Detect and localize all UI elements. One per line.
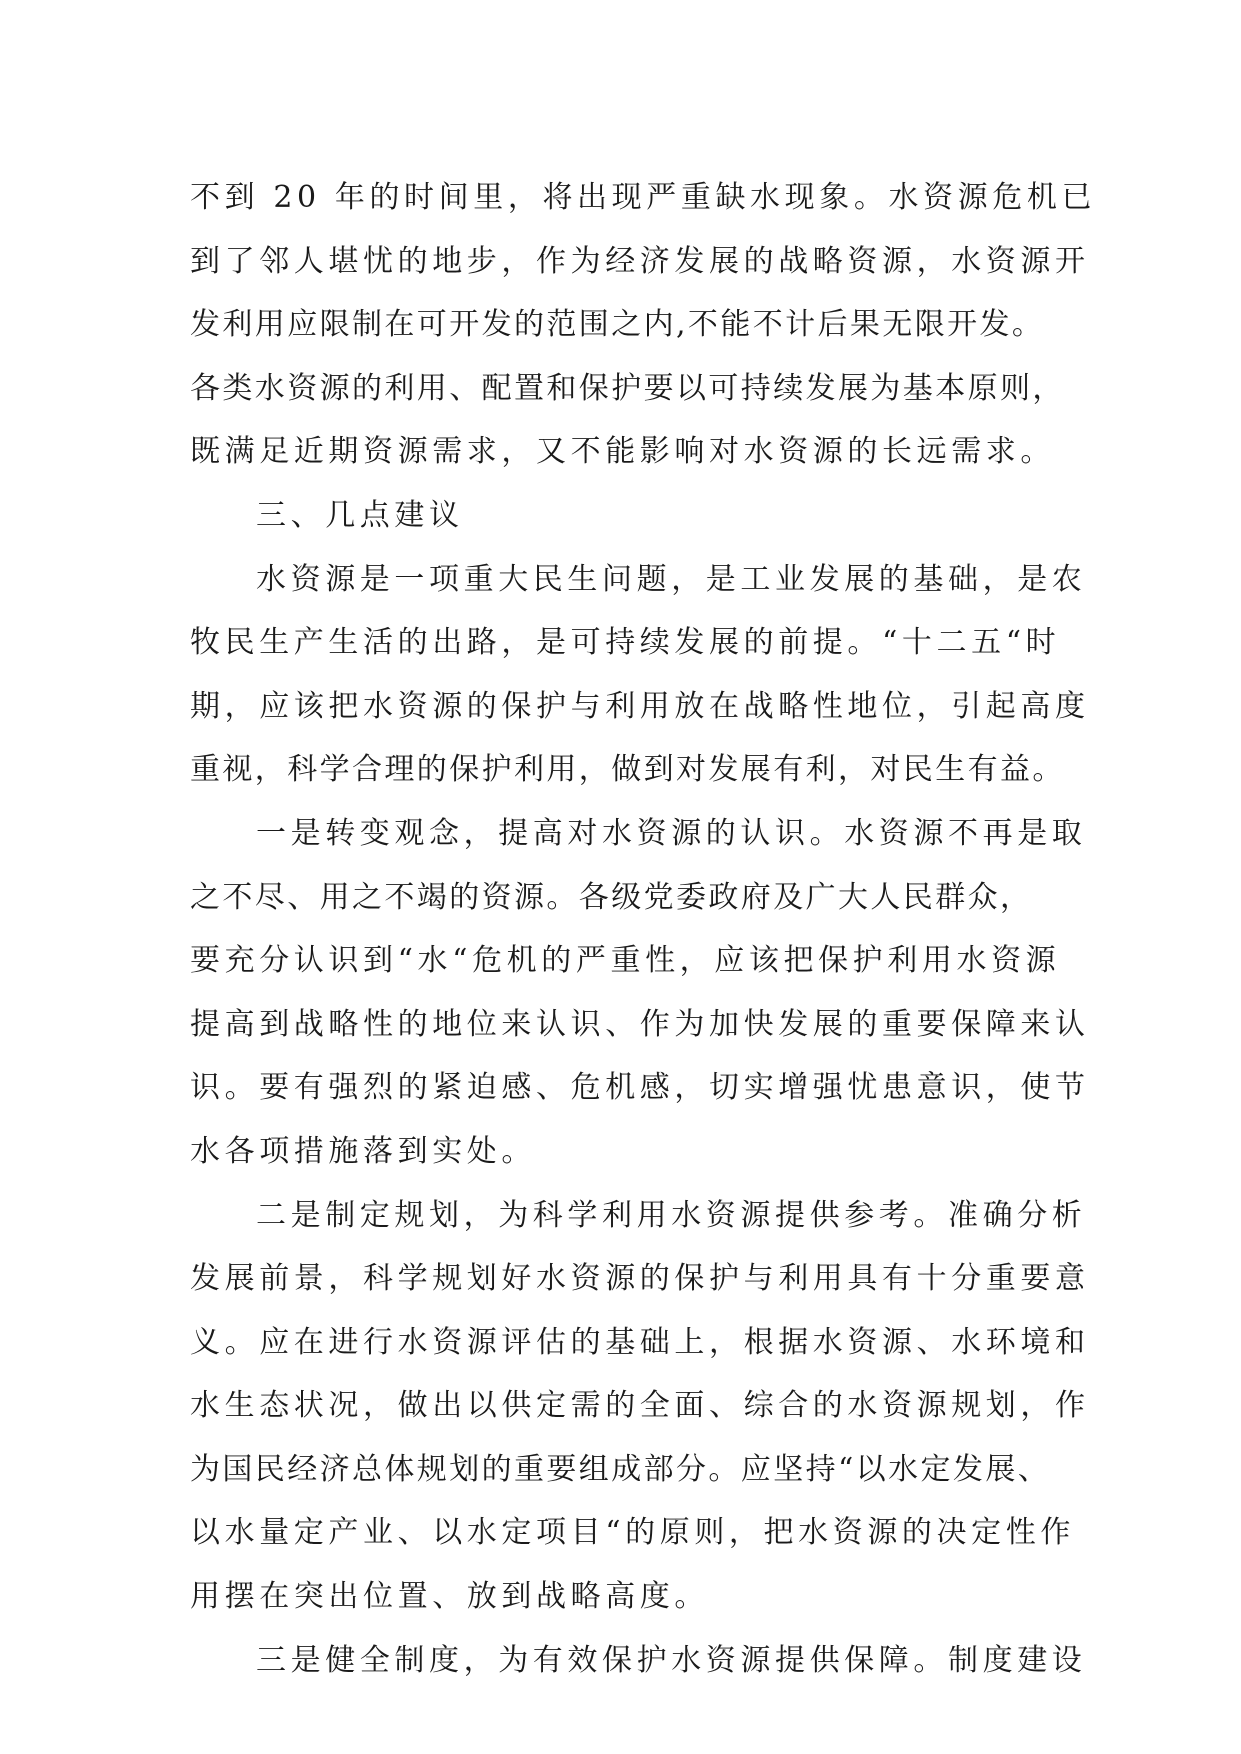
paragraph-first-line: 水资源是一项重大民生问题，是工业发展的基础，是农 (256, 561, 1087, 597)
paragraph-first-line: 二是制定规划，为科学利用水资源提供参考。准确分析 (256, 1197, 1087, 1233)
paragraph-first-line: 一是转变观念，提高对水资源的认识。水资源不再是取 (256, 815, 1087, 851)
text-line: 发利用应限制在可开发的范围之内,不能不计后果无限开发。 (190, 307, 1045, 343)
text-line: 义。应在进行水资源评估的基础上，根据水资源、水环境和 (190, 1324, 1090, 1360)
text-line: 重视，科学合理的保护利用，做到对发展有利，对民生有益。 (190, 752, 1065, 788)
text-line: 期，应该把水资源的保护与利用放在战略性地位，引起高度 (190, 688, 1090, 724)
body-text (190, 166, 1097, 1692)
text-line: 提高到战略性的地位来认识、作为加快发展的重要保障来认 (190, 1006, 1090, 1042)
text-line: 为国民经济总体规划的重要组成部分。应坚持“以水定发展、 (190, 1451, 1051, 1487)
text-line: 各类水资源的利用、配置和保护要以可持续发展为基本原则， (190, 370, 1065, 406)
text-line: 既满足近期资源需求，又不能影响对水资源的长远需求。 (190, 434, 1055, 470)
text-line: 要充分认识到“水“危机的严重性，应该把保护利用水资源 (190, 943, 1061, 979)
text-line: 到了邻人堪忧的地步，作为经济发展的战略资源，水资源开 (190, 243, 1090, 279)
text-line: 水生态状况，做出以供定需的全面、综合的水资源规划，作 (190, 1388, 1090, 1424)
text-line: 之不尽、用之不竭的资源。各级党委政府及广大人民群众， (190, 879, 1033, 915)
text-line: 水各项措施落到实处。 (190, 1133, 536, 1169)
paragraph-first-line: 三、几点建议 (256, 497, 464, 533)
text-line: 不到 20 年的时间里，将出现严重缺水现象。水资源危机已 (190, 180, 1097, 215)
text-line: 发展前景，科学规划好水资源的保护与利用具有十分重要意 (190, 1261, 1090, 1297)
text-line: 识。要有强烈的紧迫感、危机感，切实增强忧患意识，使节 (190, 1070, 1090, 1106)
text-line: 用摆在突出位置、放到战略高度。 (190, 1579, 709, 1615)
text-line: 牧民生产生活的出路，是可持续发展的前提。“十二五“时 (190, 625, 1061, 661)
paragraph-first-line: 三是健全制度，为有效保护水资源提供保障。制度建设 (256, 1642, 1087, 1678)
text-line: 以水量定产业、以水定项目“的原则，把水资源的决定性作 (190, 1515, 1075, 1551)
